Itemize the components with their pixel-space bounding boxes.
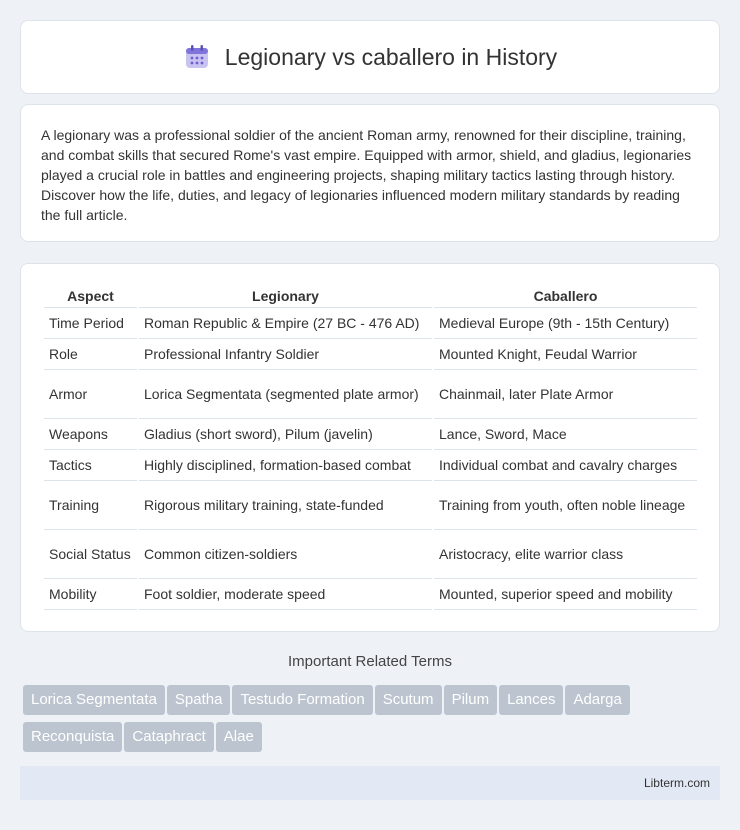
row-aspect-cell: Role [44,339,137,370]
legionary-cell: Roman Republic & Empire (27 BC - 476 AD) [139,308,432,339]
caballero-cell: Aristocracy, elite warrior class [434,530,697,579]
term-tag[interactable]: Lances [499,685,563,715]
row-aspect-cell: Social Status [44,530,137,579]
legionary-cell: Lorica Segmentata (segmented plate armor) [139,370,432,419]
page-title: Legionary vs caballero in History [224,43,558,70]
table-row [44,579,697,610]
term-tag[interactable]: Reconquista [23,722,122,752]
legionary-cell: Common citizen-soldiers [139,530,432,579]
header-card [20,20,720,94]
comparison-table [42,284,699,610]
term-tag[interactable]: Scutum [375,685,442,715]
table-row [44,370,697,419]
row-aspect-cell: Tactics [44,450,137,481]
term-tag[interactable]: Pilum [444,685,498,715]
intro-card [20,104,720,242]
legionary-cell: Foot soldier, moderate speed [139,579,432,610]
caballero-cell: Chainmail, later Plate Armor [434,370,697,419]
table-row [44,530,697,579]
table-header-row [44,284,697,308]
caballero-cell: Training from youth, often noble lineage [434,481,697,530]
row-aspect-cell: Mobility [44,579,137,610]
row-aspect-cell: Armor [44,370,137,419]
caballero-cell: Mounted, superior speed and mobility [434,579,697,610]
calendar-icon [183,43,211,71]
intro-text: A legionary was a professional soldier of the ancient Roman army, renowned for their discipline, training, and combat skills that secured Rome's vast empire. Equipped with armor, shield, and gladius, legionaries played a crucial role in battles and engineering projects, shaping military tactics lasting through history. Discover how the life, duties, and legacy of legionaries influenced modern military standards by reading the full article. [41,127,692,223]
row-aspect-cell: Training [44,481,137,530]
legionary-cell: Rigorous military training, state-funded [139,481,432,530]
column-header-legionary: Legionary [139,284,432,308]
related-terms-title: Important Related Terms [288,653,452,670]
table-row [44,419,697,450]
table-row [44,308,697,339]
column-header-caballero: Caballero [434,284,697,308]
caballero-cell: Lance, Sword, Mace [434,419,697,450]
caballero-cell: Medieval Europe (9th - 15th Century) [434,308,697,339]
caballero-cell: Individual combat and cavalry charges [434,450,697,481]
footer-site-link[interactable]: Libterm.com [643,776,710,790]
column-header-aspect: Aspect [44,284,137,308]
table-row [44,450,697,481]
footer [20,766,720,800]
table-row [44,339,697,370]
term-tag[interactable]: Lorica Segmentata [23,685,165,715]
comparison-table-card [20,263,720,632]
term-tag[interactable]: Adarga [565,685,629,715]
legionary-cell: Professional Infantry Soldier [139,339,432,370]
caballero-cell: Mounted Knight, Feudal Warrior [434,339,697,370]
term-tag[interactable]: Cataphract [124,722,213,752]
row-aspect-cell: Weapons [44,419,137,450]
legionary-cell: Highly disciplined, formation-based combat [139,450,432,481]
table-row [44,481,697,530]
term-tag[interactable]: Alae [216,722,262,752]
row-aspect-cell: Time Period [44,308,137,339]
term-tag[interactable]: Testudo Formation [232,685,372,715]
related-terms-list [23,685,717,759]
legionary-cell: Gladius (short sword), Pilum (javelin) [139,419,432,450]
term-tag[interactable]: Spatha [167,685,231,715]
